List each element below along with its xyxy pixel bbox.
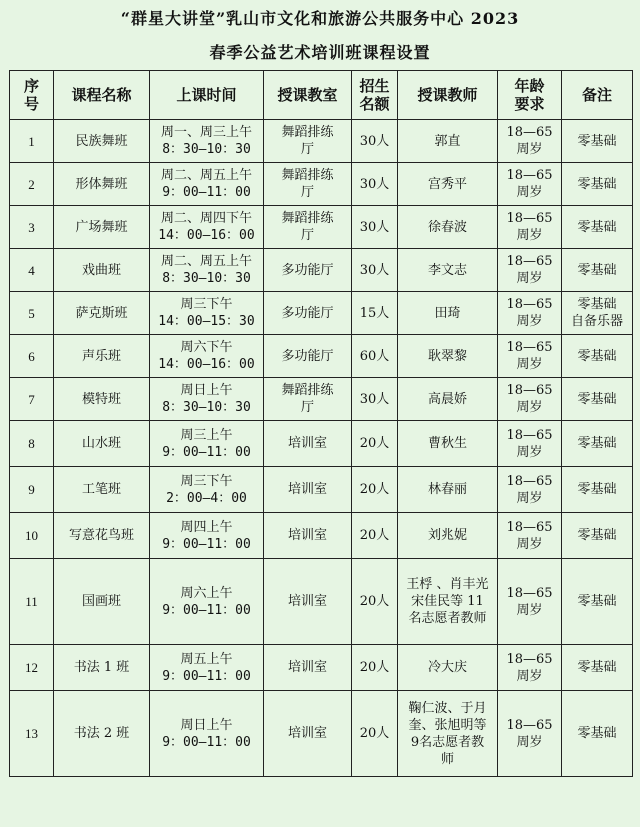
cell-age-requirement: 18—65 周岁 [498,378,562,421]
cell-age-requirement: 18—65 周岁 [498,645,562,691]
cell-number: 7 [10,378,54,421]
cell-number: 10 [10,513,54,559]
cell-classroom: 培训室 [264,559,352,645]
cell-classroom: 多功能厅 [264,249,352,292]
cell-classroom: 舞蹈排练 厅 [264,206,352,249]
cell-quota: 30人 [352,206,398,249]
cell-classroom: 培训室 [264,421,352,467]
cell-classroom: 培训室 [264,513,352,559]
cell-number: 1 [10,120,54,163]
document-title-line-1: “群星大讲堂”乳山市文化和旅游公共服务中心 2023 [120,9,520,28]
cell-number: 11 [10,559,54,645]
cell-class-time: 周日上午 9：00—11：00 [150,691,264,777]
cell-remarks: 零基础 [562,421,633,467]
cell-quota: 30人 [352,120,398,163]
header-quota: 招生 名额 [352,71,398,120]
cell-classroom: 舞蹈排练 厅 [264,378,352,421]
cell-quota: 20人 [352,513,398,559]
cell-age-requirement: 18—65 周岁 [498,249,562,292]
cell-teacher: 林春丽 [398,467,498,513]
cell-class-time: 周五上午 9：00—11：00 [150,645,264,691]
cell-quota: 20人 [352,559,398,645]
cell-age-requirement: 18—65 周岁 [498,467,562,513]
table-row [10,513,633,559]
cell-remarks: 零基础 [562,120,633,163]
cell-class-time: 周三上午 9：00—11：00 [150,421,264,467]
cell-class-time: 周三下午 14：00—15：30 [150,292,264,335]
cell-teacher: 王桴 、肖丰光 宋佳民等 11 名志愿者教师 [398,559,498,645]
table-row [10,120,633,163]
header-class-time: 上课时间 [150,71,264,120]
header-classroom: 授课教室 [264,71,352,120]
cell-class-time: 周三下午 2：00—4：00 [150,467,264,513]
table-row [10,249,633,292]
cell-teacher: 刘兆妮 [398,513,498,559]
cell-teacher: 耿翠黎 [398,335,498,378]
cell-classroom: 培训室 [264,645,352,691]
header-course-name: 课程名称 [54,71,150,120]
table-row [10,559,633,645]
cell-quota: 60人 [352,335,398,378]
cell-remarks: 零基础 [562,691,633,777]
cell-age-requirement: 18—65 周岁 [498,421,562,467]
cell-course-name: 民族舞班 [54,120,150,163]
cell-teacher: 高晨娇 [398,378,498,421]
cell-quota: 30人 [352,378,398,421]
cell-class-time: 周二、周四下午 14：00—16：00 [150,206,264,249]
cell-teacher: 徐春波 [398,206,498,249]
cell-teacher: 冷大庆 [398,645,498,691]
cell-remarks: 零基础 [562,163,633,206]
cell-age-requirement: 18—65 周岁 [498,691,562,777]
table-row [10,691,633,777]
cell-course-name: 山水班 [54,421,150,467]
cell-course-name: 国画班 [54,559,150,645]
course-schedule-table [9,70,633,777]
table-row [10,378,633,421]
cell-remarks: 零基础 [562,645,633,691]
cell-class-time: 周六下午 14：00—16：00 [150,335,264,378]
table-row [10,335,633,378]
cell-remarks: 零基础 [562,378,633,421]
cell-course-name: 写意花鸟班 [54,513,150,559]
cell-number: 2 [10,163,54,206]
cell-age-requirement: 18—65 周岁 [498,559,562,645]
table-body [10,120,633,777]
cell-remarks: 零基础 [562,249,633,292]
cell-class-time: 周一、周三上午 8：30—10：30 [150,120,264,163]
table-row [10,163,633,206]
cell-classroom: 舞蹈排练 厅 [264,163,352,206]
cell-course-name: 模特班 [54,378,150,421]
cell-age-requirement: 18—65 周岁 [498,120,562,163]
cell-class-time: 周六上午 9：00—11：00 [150,559,264,645]
cell-classroom: 舞蹈排练 厅 [264,120,352,163]
cell-number: 9 [10,467,54,513]
cell-course-name: 广场舞班 [54,206,150,249]
cell-teacher: 鞠仁波、于月 奎、张旭明等 9名志愿者教 师 [398,691,498,777]
cell-course-name: 书法 1 班 [54,645,150,691]
cell-class-time: 周日上午 8：30—10：30 [150,378,264,421]
cell-teacher: 宫秀平 [398,163,498,206]
header-number: 序 号 [10,71,54,120]
cell-quota: 20人 [352,691,398,777]
cell-number: 4 [10,249,54,292]
cell-age-requirement: 18—65 周岁 [498,292,562,335]
cell-classroom: 培训室 [264,691,352,777]
table-header-row [10,71,633,120]
cell-remarks: 零基础 [562,467,633,513]
cell-course-name: 萨克斯班 [54,292,150,335]
cell-remarks: 零基础 自备乐器 [562,292,633,335]
cell-teacher: 曹秋生 [398,421,498,467]
cell-age-requirement: 18—65 周岁 [498,206,562,249]
document-title-line-2: 春季公益艺术培训班课程设置 [209,43,431,62]
cell-number: 8 [10,421,54,467]
header-age-requirement: 年龄 要求 [498,71,562,120]
cell-course-name: 戏曲班 [54,249,150,292]
cell-quota: 30人 [352,249,398,292]
table-row [10,645,633,691]
cell-remarks: 零基础 [562,206,633,249]
cell-remarks: 零基础 [562,335,633,378]
cell-age-requirement: 18—65 周岁 [498,335,562,378]
table-row [10,421,633,467]
cell-class-time: 周二、周五上午 8：30—10：30 [150,249,264,292]
cell-remarks: 零基础 [562,559,633,645]
cell-course-name: 书法 2 班 [54,691,150,777]
cell-quota: 30人 [352,163,398,206]
cell-number: 13 [10,691,54,777]
cell-course-name: 声乐班 [54,335,150,378]
cell-classroom: 多功能厅 [264,292,352,335]
cell-teacher: 李文志 [398,249,498,292]
cell-quota: 20人 [352,421,398,467]
cell-number: 6 [10,335,54,378]
cell-remarks: 零基础 [562,513,633,559]
table-row [10,292,633,335]
cell-age-requirement: 18—65 周岁 [498,163,562,206]
cell-quota: 15人 [352,292,398,335]
cell-course-name: 工笔班 [54,467,150,513]
cell-quota: 20人 [352,467,398,513]
cell-teacher: 郭直 [398,120,498,163]
cell-classroom: 多功能厅 [264,335,352,378]
cell-class-time: 周二、周五上午 9：00—11：00 [150,163,264,206]
cell-number: 5 [10,292,54,335]
cell-class-time: 周四上午 9：00—11：00 [150,513,264,559]
cell-number: 12 [10,645,54,691]
cell-course-name: 形体舞班 [54,163,150,206]
cell-teacher: 田琦 [398,292,498,335]
cell-quota: 20人 [352,645,398,691]
header-teacher: 授课教师 [398,71,498,120]
table-row [10,206,633,249]
cell-number: 3 [10,206,54,249]
cell-classroom: 培训室 [264,467,352,513]
header-remarks: 备注 [562,71,633,120]
cell-age-requirement: 18—65 周岁 [498,513,562,559]
table-row [10,467,633,513]
